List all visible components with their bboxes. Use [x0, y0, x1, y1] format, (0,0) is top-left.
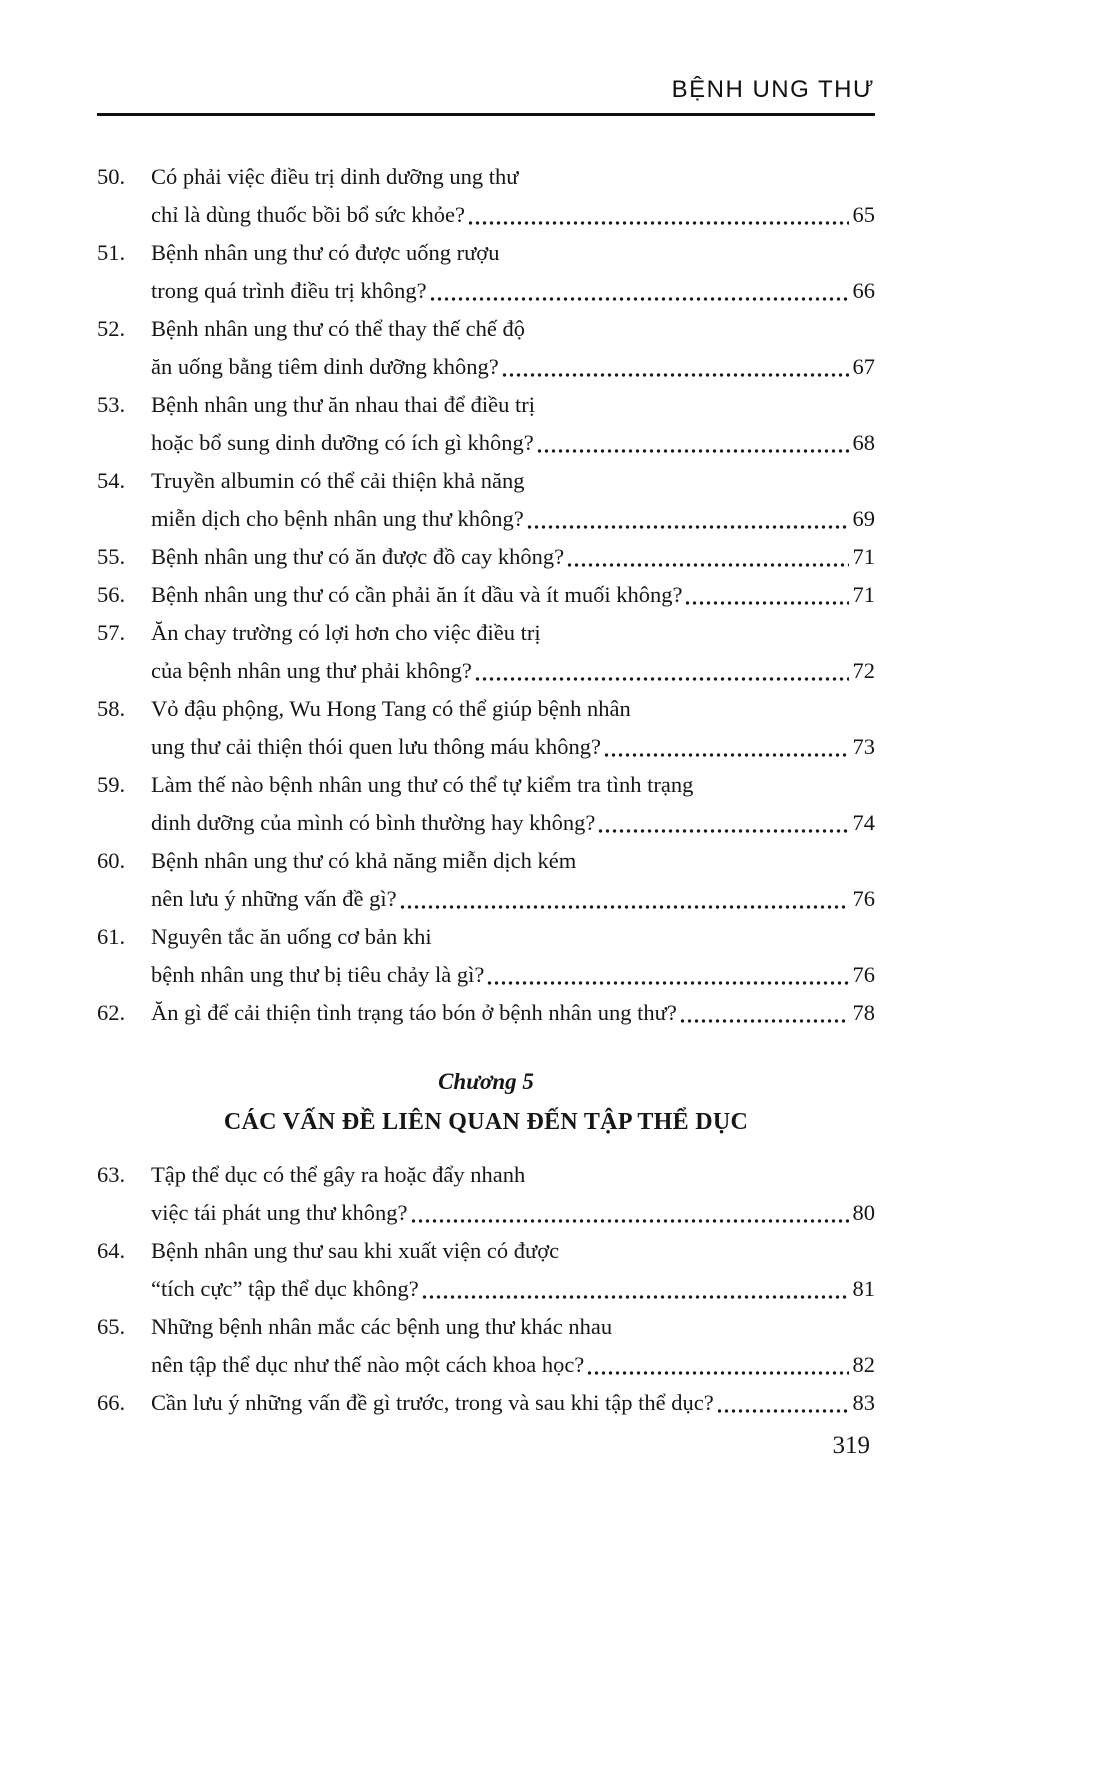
entry-page-ref: 71 [852, 544, 875, 569]
entry-number: 62. [97, 1000, 126, 1025]
entry-line [151, 804, 875, 842]
entry-line [151, 1232, 875, 1270]
entry-text: chỉ là dùng thuốc bồi bổ sức khỏe? [151, 202, 466, 227]
toc-entry [97, 1384, 875, 1422]
dot-leader [422, 1293, 849, 1301]
header-rule [97, 113, 875, 116]
toc-entry [97, 918, 875, 994]
dot-leader [567, 561, 848, 569]
entry-line [151, 652, 875, 690]
entry-page-ref: 81 [852, 1276, 875, 1301]
entry-text: Làm thế nào bệnh nhân ung thư có thể tự kiểm tra tình trạng [151, 772, 694, 797]
entry-number: 64. [97, 1238, 126, 1263]
entry-text: Vỏ đậu phộng, Wu Hong Tang có thể giúp bệnh nhân [151, 696, 631, 721]
entry-number: 55. [97, 544, 126, 569]
entry-text: ung thư cải thiện thói quen lưu thông máu không? [151, 734, 601, 759]
entry-page-ref: 69 [852, 506, 875, 531]
entry-line [151, 1270, 875, 1308]
dot-leader [487, 979, 848, 987]
dot-leader [587, 1369, 848, 1377]
entry-text: Bệnh nhân ung thư ăn nhau thai để điều trị [151, 392, 535, 417]
entry-page-ref: 76 [852, 962, 875, 987]
entry-number: 66. [97, 1390, 126, 1415]
dot-leader [680, 1017, 849, 1025]
toc-entry [97, 576, 875, 614]
entry-line [151, 994, 875, 1032]
dot-leader [527, 523, 849, 531]
entry-line [151, 158, 875, 196]
entry-text: Ăn chay trường có lợi hơn cho việc điều trị [151, 620, 541, 645]
entry-text: của bệnh nhân ung thư phải không? [151, 658, 472, 683]
page-header [97, 76, 875, 116]
toc-entry [97, 234, 875, 310]
toc-entry [97, 614, 875, 690]
entry-text: hoặc bổ sung dinh dưỡng có ích gì không? [151, 430, 534, 455]
toc-entry [97, 386, 875, 462]
entry-line [151, 1194, 875, 1232]
entry-number: 59. [97, 772, 126, 797]
entry-line [151, 1384, 875, 1422]
toc-entry [97, 462, 875, 538]
entry-number: 51. [97, 240, 126, 265]
entry-text: bệnh nhân ung thư bị tiêu chảy là gì? [151, 962, 485, 987]
entry-text: Nguyên tắc ăn uống cơ bản khi [151, 924, 432, 949]
entry-page-ref: 74 [852, 810, 875, 835]
entry-number: 50. [97, 164, 126, 189]
entry-number: 61. [97, 924, 126, 949]
entry-line [151, 880, 875, 918]
entry-text: “tích cực” tập thể dục không? [151, 1276, 419, 1301]
chapter-heading [97, 1062, 875, 1142]
entry-text: Có phải việc điều trị dinh dưỡng ung thư [151, 164, 519, 189]
entry-line [151, 614, 875, 652]
entry-line [151, 196, 875, 234]
chapter-label: Chương 5 [438, 1069, 534, 1094]
entry-page-ref: 71 [852, 582, 875, 607]
entry-page-ref: 65 [852, 202, 875, 227]
entry-page-ref: 66 [852, 278, 875, 303]
toc-entry [97, 310, 875, 386]
dot-leader [430, 295, 849, 303]
entry-line [151, 766, 875, 804]
entry-page-ref: 68 [852, 430, 875, 455]
entry-number: 57. [97, 620, 126, 645]
entry-text: dinh dưỡng của mình có bình thường hay không? [151, 810, 596, 835]
entry-number: 54. [97, 468, 126, 493]
dot-leader [400, 903, 849, 911]
chapter-title: CÁC VẤN ĐỀ LIÊN QUAN ĐẾN TẬP THỂ DỤC [223, 1109, 749, 1135]
entry-number: 63. [97, 1162, 126, 1187]
entry-line [151, 272, 875, 310]
entry-number: 52. [97, 316, 126, 341]
running-head: BỆNH UNG THƯ [671, 76, 875, 103]
entry-text: Cần lưu ý những vấn đề gì trước, trong và sau khi tập thể dục? [151, 1390, 714, 1415]
entry-text: việc tái phát ung thư không? [151, 1200, 408, 1225]
entry-line [151, 386, 875, 424]
toc-entry [97, 994, 875, 1032]
toc-entry [97, 538, 875, 576]
table-of-contents [97, 158, 875, 1422]
entry-text: nên tập thể dục như thế nào một cách khoa học? [151, 1352, 585, 1377]
entry-line [151, 538, 875, 576]
toc-entry [97, 1232, 875, 1308]
toc-section-1 [97, 158, 875, 1032]
entry-text: Bệnh nhân ung thư có cần phải ăn ít dầu và ít muối không? [151, 582, 683, 607]
entry-line [151, 348, 875, 386]
entry-page-ref: 82 [852, 1352, 875, 1377]
entry-number: 65. [97, 1314, 126, 1339]
entry-line [151, 1308, 875, 1346]
entry-text: ăn uống bằng tiêm dinh dưỡng không? [151, 354, 499, 379]
entry-number: 53. [97, 392, 126, 417]
entry-text: trong quá trình điều trị không? [151, 278, 427, 303]
dot-leader [598, 827, 848, 835]
entry-text: miễn dịch cho bệnh nhân ung thư không? [151, 506, 524, 531]
dot-leader [502, 371, 849, 379]
entry-page-ref: 73 [852, 734, 875, 759]
entry-line [151, 1156, 875, 1194]
toc-entry [97, 1156, 875, 1232]
entry-text: Bệnh nhân ung thư có khả năng miễn dịch kém [151, 848, 577, 873]
entry-line [151, 424, 875, 462]
toc-entry [97, 690, 875, 766]
entry-number: 56. [97, 582, 126, 607]
dot-leader [717, 1407, 849, 1415]
page-number: 319 [832, 1432, 870, 1459]
entry-page-ref: 67 [852, 354, 875, 379]
entry-text: Bệnh nhân ung thư có được uống rượu [151, 240, 500, 265]
dot-leader [468, 219, 848, 227]
entry-text: Bệnh nhân ung thư có ăn được đồ cay không? [151, 544, 565, 569]
entry-line [151, 500, 875, 538]
toc-entry [97, 766, 875, 842]
entry-number: 60. [97, 848, 126, 873]
entry-line [151, 918, 875, 956]
toc-section-2 [97, 1156, 875, 1422]
entry-line [151, 1346, 875, 1384]
dot-leader [411, 1217, 849, 1225]
toc-entry [97, 842, 875, 918]
toc-entry [97, 158, 875, 234]
entry-line [151, 576, 875, 614]
entry-text: Tập thể dục có thể gây ra hoặc đẩy nhanh [151, 1162, 526, 1187]
entry-line [151, 728, 875, 766]
dot-leader [537, 447, 849, 455]
dot-leader [685, 599, 848, 607]
entry-text: Bệnh nhân ung thư sau khi xuất viện có được [151, 1238, 560, 1263]
entry-text: Truyền albumin có thể cải thiện khả năng [151, 468, 525, 493]
entry-page-ref: 72 [852, 658, 875, 683]
entry-line [151, 310, 875, 348]
entry-number: 58. [97, 696, 126, 721]
entry-line [151, 690, 875, 728]
entry-line [151, 842, 875, 880]
entry-text: Bệnh nhân ung thư có thể thay thế chế độ [151, 316, 525, 341]
entry-page-ref: 83 [852, 1390, 875, 1415]
dot-leader [475, 675, 849, 683]
entry-text: nên lưu ý những vấn đề gì? [151, 886, 397, 911]
entry-text: Ăn gì để cải thiện tình trạng táo bón ở bệnh nhân ung thư? [151, 1000, 677, 1025]
entry-line [151, 234, 875, 272]
entry-page-ref: 80 [852, 1200, 875, 1225]
dot-leader [604, 751, 849, 759]
entry-page-ref: 78 [852, 1000, 875, 1025]
entry-line [151, 462, 875, 500]
entry-page-ref: 76 [852, 886, 875, 911]
toc-entry [97, 1308, 875, 1384]
entry-line [151, 956, 875, 994]
entry-text: Những bệnh nhân mắc các bệnh ung thư khác nhau [151, 1314, 613, 1339]
